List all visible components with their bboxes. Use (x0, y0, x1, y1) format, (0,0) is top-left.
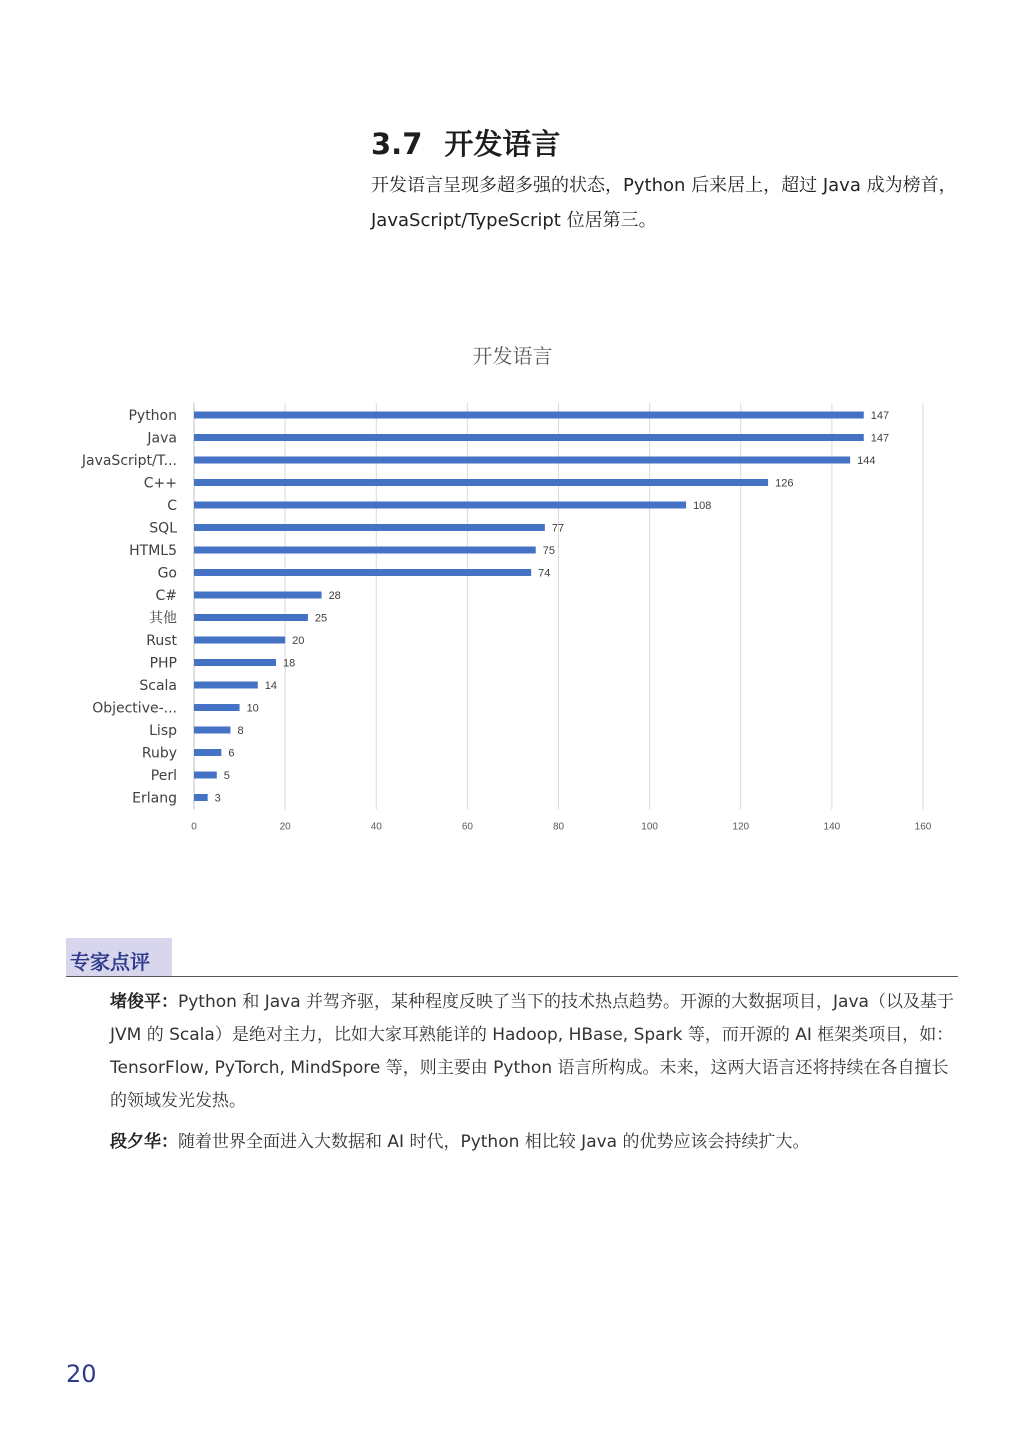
category-label: 其他 (149, 610, 177, 627)
x-tick-label: 60 (461, 821, 473, 833)
category-label: HTML5 (129, 543, 177, 559)
bar (194, 704, 240, 711)
data-label: 10 (246, 702, 259, 715)
x-tick-label: 100 (641, 821, 658, 833)
x-tick-label: 120 (732, 821, 750, 833)
data-label: 28 (328, 590, 341, 602)
bar (194, 569, 531, 576)
data-label: 8 (237, 725, 244, 737)
expert-review-tag (66, 938, 172, 977)
bar (194, 637, 285, 644)
bar (194, 547, 536, 554)
bar (194, 434, 864, 441)
category-label: Ruby (141, 745, 177, 762)
comment-author: 段夕华： (110, 1132, 178, 1152)
bar (194, 412, 864, 419)
x-tick-label: 140 (823, 821, 841, 833)
bar (194, 659, 276, 666)
bar (194, 479, 768, 486)
bar (194, 502, 686, 509)
x-tick-label: 40 (370, 821, 382, 833)
category-label: C (167, 498, 177, 514)
comment-author: 堵俊平： (110, 992, 178, 1012)
data-label: 5 (223, 770, 230, 782)
category-label: Perl (150, 768, 177, 784)
page-number: 20 (66, 1360, 97, 1388)
intro-line: JavaScript/TypeScript 位居第三。 (371, 210, 657, 231)
bar (194, 772, 217, 779)
category-label: Objective-... (92, 700, 177, 717)
category-label: JavaScript/T... (81, 453, 177, 469)
data-label: 20 (292, 635, 305, 647)
expert-comment (110, 1126, 960, 1159)
section-heading: 开发语言 (444, 127, 561, 161)
intro-line: 开发语言呈现多超多强的状态，Python 后来居上，超过 Java 成为榜首， (371, 175, 957, 196)
category-label: Scala (139, 678, 177, 694)
bar (194, 794, 208, 801)
category-label: Erlang (132, 790, 177, 807)
data-label: 144 (857, 455, 876, 467)
category-label: C++ (143, 475, 177, 492)
data-label: 3 (214, 792, 221, 805)
language-bar-chart (0, 395, 1025, 840)
section-title (371, 122, 560, 163)
category-label: Lisp (149, 723, 177, 739)
section-number: 3.7 (371, 127, 423, 161)
expert-comment (110, 986, 960, 1118)
x-tick-label: 160 (914, 821, 932, 833)
bar (194, 614, 308, 621)
bar (194, 682, 258, 689)
bar (194, 524, 545, 531)
category-label: PHP (149, 655, 177, 672)
data-label: 75 (542, 545, 555, 557)
x-tick-label: 80 (552, 821, 565, 833)
data-label: 126 (775, 477, 794, 490)
expert-divider (66, 976, 958, 977)
intro-paragraph (371, 168, 971, 238)
expert-review-heading: 专家点评 (70, 950, 150, 974)
bar (194, 749, 221, 756)
data-label: 108 (693, 500, 712, 512)
data-label: 18 (283, 657, 296, 670)
comment-text: Python 和 Java 并驾齐驱，某种程度反映了当下的技术热点趋势。开源的大数据项目，Java（以及基于 JVM 的 Scala）是绝对主力，比如大家耳熟能详的 Hadoop, HBase, Spark 等，而开源的 AI 框架类项目，如：TensorFlow, PyTorch, MindSpore 等，则主要由 Python 语言所构成。未来，这两大语言还将持续在各自擅长的领域发光发热。 (110, 992, 954, 1111)
x-tick-label: 20 (279, 821, 291, 833)
category-label: Go (157, 565, 177, 582)
data-label: 6 (228, 747, 235, 760)
data-label: 74 (538, 567, 551, 580)
category-label: Rust (146, 633, 177, 649)
data-label: 147 (870, 410, 890, 422)
category-label: SQL (149, 520, 177, 537)
x-tick-label: 0 (191, 821, 197, 833)
bar (194, 592, 322, 599)
category-label: C# (155, 588, 177, 604)
comment-text: 随着世界全面进入大数据和 AI 时代，Python 相比较 Java 的优势应该会持续扩大。 (178, 1132, 810, 1152)
data-label: 25 (314, 612, 328, 625)
category-label: Python (128, 408, 177, 424)
chart-title: 开发语言 (472, 344, 553, 368)
data-label: 147 (870, 432, 890, 445)
expert-comments (110, 986, 960, 1167)
data-label: 77 (551, 522, 565, 535)
data-label: 14 (264, 680, 278, 692)
bar (194, 727, 230, 734)
category-label: Java (147, 430, 177, 447)
bar (194, 457, 850, 464)
